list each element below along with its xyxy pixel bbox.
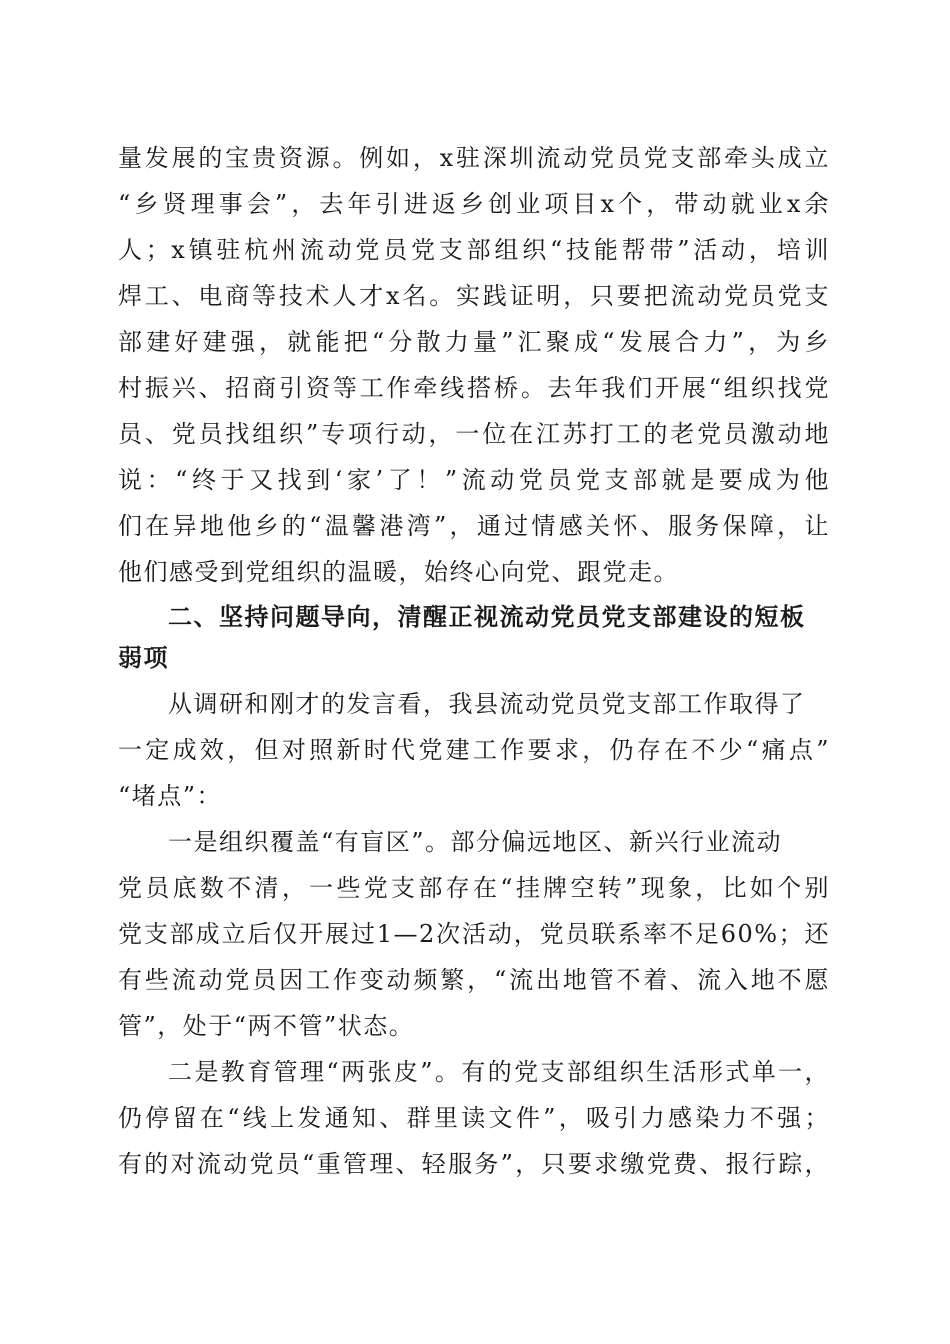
paragraph-line: 一是组织覆盖“有盲区”。部分偏远地区、新兴行业流动 <box>168 828 783 856</box>
paragraph-line: 党支部成立后仅开展过1—2次活动，党员联系率不足60%；还 <box>118 920 830 948</box>
paragraph-line: 一定成效，但对照新时代党建工作要求，仍存在不少“痛点” <box>118 736 830 764</box>
paragraph-line: 有些流动党员因工作变动频繁，“流出地管不着、流入地不愿 <box>118 966 830 994</box>
paragraph-line: 焊工、电商等技术人才x名。实践证明，只要把流动党员党支 <box>118 282 830 310</box>
paragraph-line: 他们感受到党组织的温暖，始终心向党、跟党走。 <box>118 558 679 586</box>
paragraph-line: 量发展的宝贵资源。例如，x驻深圳流动党员党支部牵头成立 <box>118 144 830 172</box>
paragraph-line: 部建好建强，就能把“分散力量”汇聚成“发展合力”，为乡 <box>118 328 830 356</box>
paragraph-line: 有的对流动党员“重管理、轻服务”，只要求缴党费、报行踪， <box>118 1150 830 1178</box>
section-heading-line: 弱项 <box>118 644 169 672</box>
paragraph-line: 说：“终于又找到‘家’了！”流动党员党支部就是要成为他 <box>118 466 830 494</box>
paragraph-line: “堵点”： <box>118 782 223 810</box>
paragraph-line: 们在异地他乡的“温馨港湾”，通过情感关怀、服务保障，让 <box>118 512 830 540</box>
paragraph-line: 村振兴、招商引资等工作牵线搭桥。去年我们开展“组织找党 <box>118 374 830 402</box>
section-heading-line: 二、坚持问题导向，清醒正视流动党员党支部建设的短板 <box>168 603 806 631</box>
paragraph-line: 员、党员找组织”专项行动，一位在江苏打工的老党员激动地 <box>118 420 830 448</box>
paragraph-line: 管”，处于“两不管”状态。 <box>118 1012 415 1040</box>
paragraph-line: 党员底数不清，一些党支部存在“挂牌空转”现象，比如个别 <box>118 874 830 902</box>
paragraph-line: 仍停留在“线上发通知、群里读文件”，吸引力感染力不强； <box>118 1104 830 1132</box>
paragraph-line: 二是教育管理“两张皮”。有的党支部组织生活形式单一， <box>168 1058 830 1086</box>
paragraph-line: 从调研和刚才的发言看，我县流动党员党支部工作取得了 <box>168 690 806 718</box>
paragraph-line: 人；x镇驻杭州流动党员党支部组织“技能帮带”活动，培训 <box>118 236 830 264</box>
paragraph-line: “乡贤理事会”，去年引进返乡创业项目x个，带动就业x余 <box>118 190 830 218</box>
